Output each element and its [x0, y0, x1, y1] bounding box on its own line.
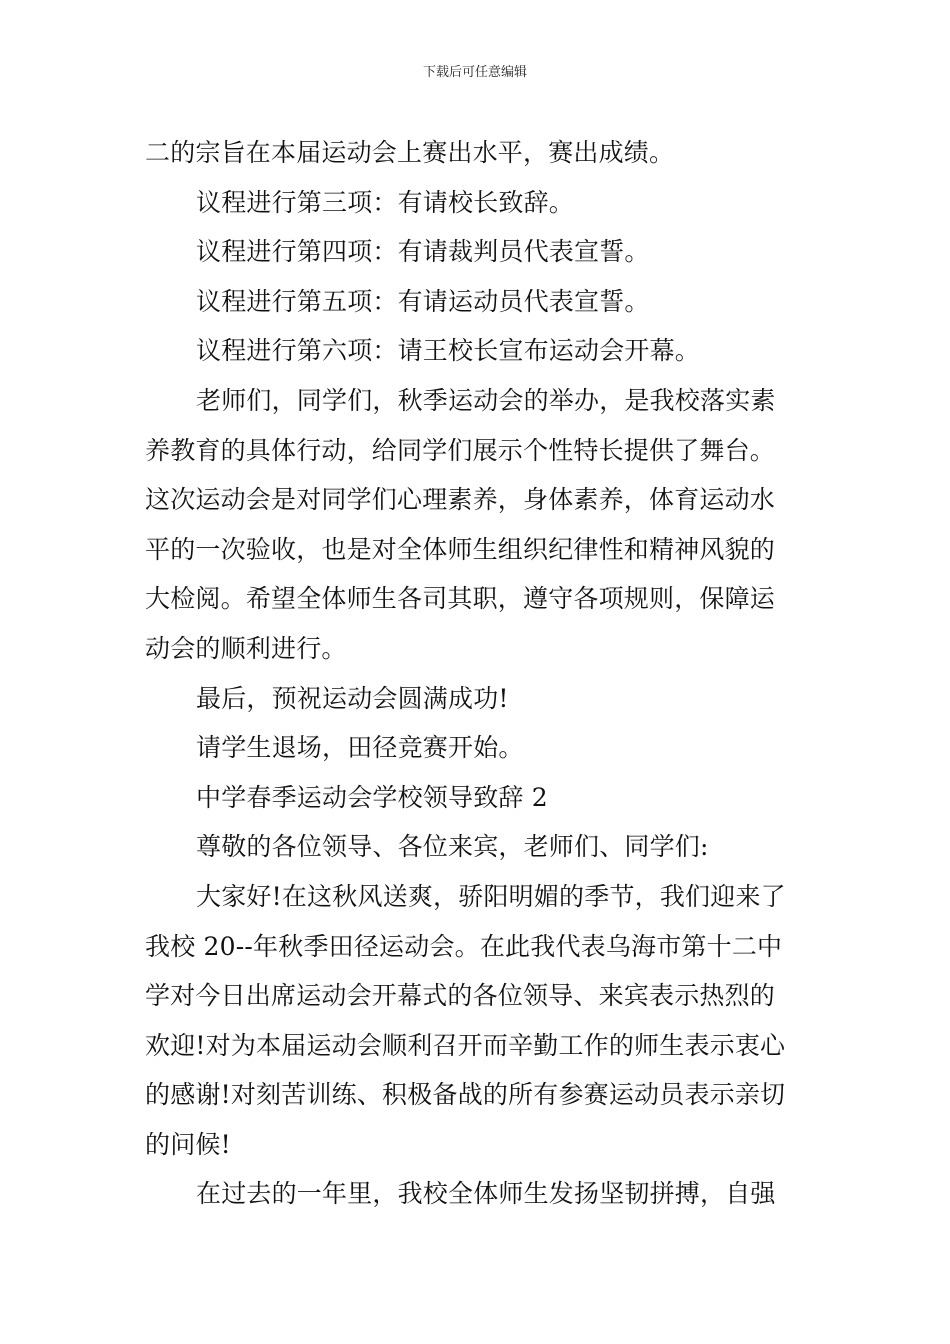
body-line: 欢迎!对为本届运动会顺利召开而辛勤工作的师生表示衷心: [145, 1030, 786, 1060]
page-header: 下载后可任意编辑: [422, 65, 527, 80]
body-line: 养教育的具体行动，给同学们展示个性特长提供了舞台。: [145, 435, 776, 465]
body-line: 老师们，同学们，秋季运动会的举办，是我校落实素: [196, 385, 776, 415]
body-line: 议程进行第四项：有请裁判员代表宣誓。: [196, 237, 650, 267]
body-line: 的感谢!对刻苦训练、积极备战的所有参赛运动员表示亲切: [145, 1080, 786, 1110]
body-line: 大家好!在这秋风送爽，骄阳明媚的季节，我们迎来了: [196, 881, 786, 911]
body-line: 这次运动会是对同学们心理素养，身体素养，体育运动水: [145, 485, 776, 515]
body-line: 尊敬的各位领导、各位来宾，老师们、同学们:: [196, 832, 709, 862]
body-line: 平的一次验收，也是对全体师生组织纪律性和精神风貌的: [145, 534, 776, 564]
body-line: 最后，预祝运动会圆满成功!: [196, 683, 509, 713]
body-line: 动会的顺利进行。: [145, 633, 347, 663]
body-line: 请学生退场，田径竞赛开始。: [196, 733, 524, 763]
body-line: 议程进行第六项：请王校长宣布运动会开幕。: [196, 336, 701, 366]
body-line: 我校 20--年秋季田径运动会。在此我代表乌海市第十二中: [145, 931, 783, 961]
body-line: 二的宗旨在本届运动会上赛出水平，赛出成绩。: [145, 138, 675, 167]
body-line: 的问候!: [145, 1129, 231, 1159]
section-title: 中学春季运动会学校领导致辞 2: [196, 782, 548, 812]
body-line: 议程进行第三项：有请校长致辞。: [196, 187, 575, 217]
body-line: 议程进行第五项：有请运动员代表宣誓。: [196, 286, 650, 316]
body-line: 学对今日出席运动会开幕式的各位领导、来宾表示热烈的: [145, 981, 776, 1011]
document-body: [145, 128, 810, 1219]
body-line: 在过去的一年里，我校全体师生发扬坚韧拼搏，自强: [196, 1179, 776, 1209]
body-line: 大检阅。希望全体师生各司其职，遵守各项规则，保障运: [145, 584, 776, 614]
